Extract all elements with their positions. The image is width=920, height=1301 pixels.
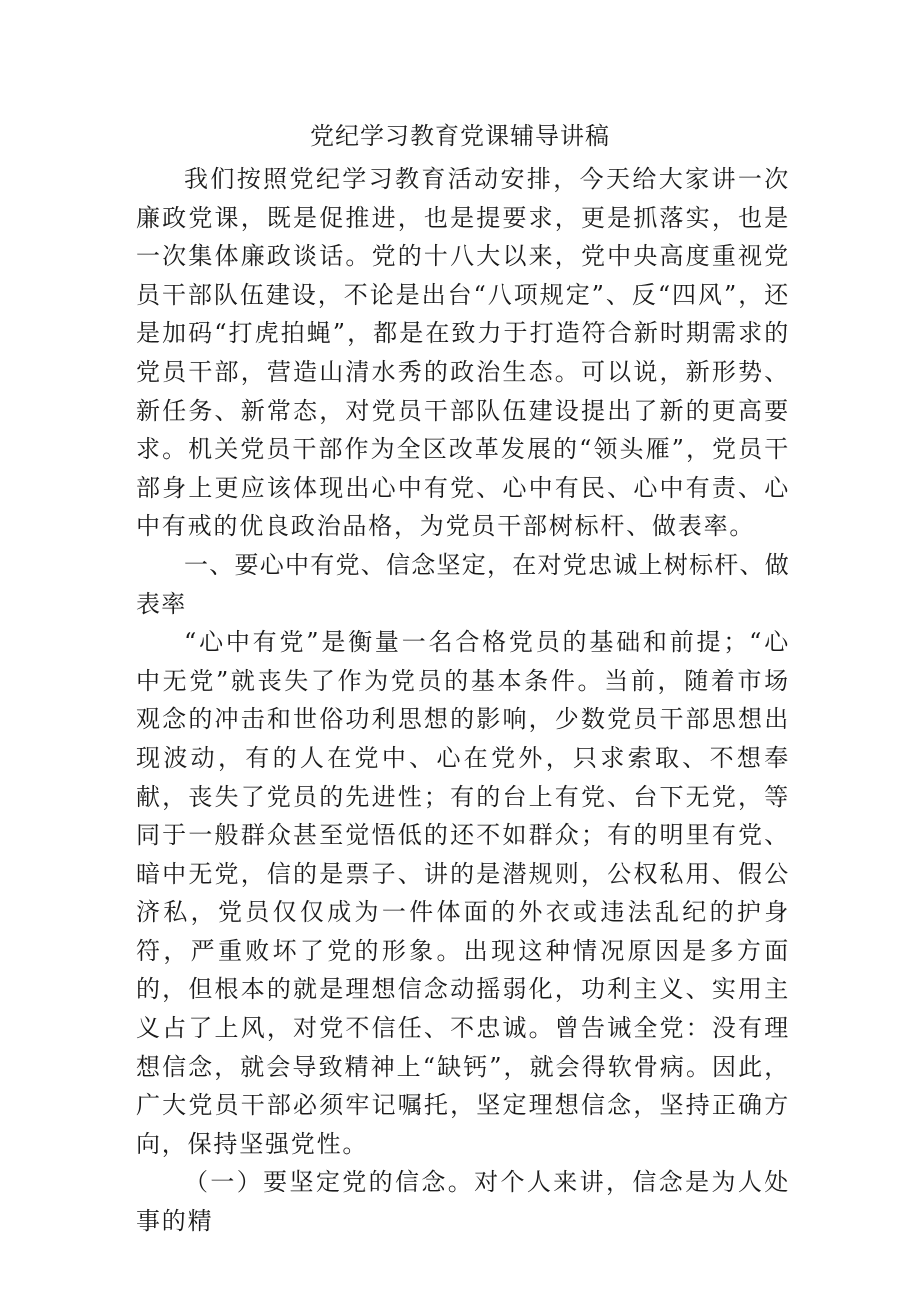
body-paragraph: “心中有党”是衡量一名合格党员的基础和前提；“心中无党”就丧失了作为党员的基本条件。当前，随着市场观念的冲击和世俗功利思想的影响，少数党员干部思想出现波动，有的人在党中、心在党外，只求索取、不想奉献，丧失了党员的先进性；有的台上有党、台下无党，等同于一般群众甚至觉悟低的还不如群众；有的明里有党、暗中无党，信的是票子、讲的是潜规则，公权私用、假公济私，党员仅仅成为一件体面的外衣或违法乱纪的护身符，严重败坏了党的形象。出现这种情况原因是多方面的，但根本的就是理想信念动摇弱化，功利主义、实用主义占了上风，对党不信任、不忠诚。曾告诫全党：没有理想信念，就会导致精神上“缺钙”，就会得软骨病。因此，广大党员干部必须牢记嘱托，坚定理想信念，坚持正确方向，保持坚强党性。 [136, 628, 790, 1158]
document-title: 党纪学习教育党课辅导讲稿 [310, 122, 610, 150]
subsection-paragraph: （一）要坚定党的信念。对个人来讲，信念是为人处事的精 [136, 1168, 790, 1236]
document-body [136, 160, 790, 1241]
intro-paragraph: 我们按照党纪学习教育活动安排，今天给大家讲一次廉政党课，既是促推进，也是提要求，更是抓落实，也是一次集体廉政谈话。党的十八大以来，党中央高度重视党员干部队伍建设，不论是出台“八项规定”、反“四风”，还是加码“打虎拍蝇”，都是在致力于打造符合新时期需求的党员干部，营造山清水秀的政治生态。可以说，新形势、新任务、新常态，对党员干部队伍建设提出了新的更高要求。机关党员干部作为全区改革发展的“领头雁”，党员干部身上更应该体现出心中有党、心中有民、心中有责、心中有戒的优良政治品格，为党员干部树标杆、做表率。 [136, 165, 790, 541]
section-heading: 一、要心中有党、信念坚定，在对党忠诚上树标杆、做表率 [136, 550, 790, 618]
